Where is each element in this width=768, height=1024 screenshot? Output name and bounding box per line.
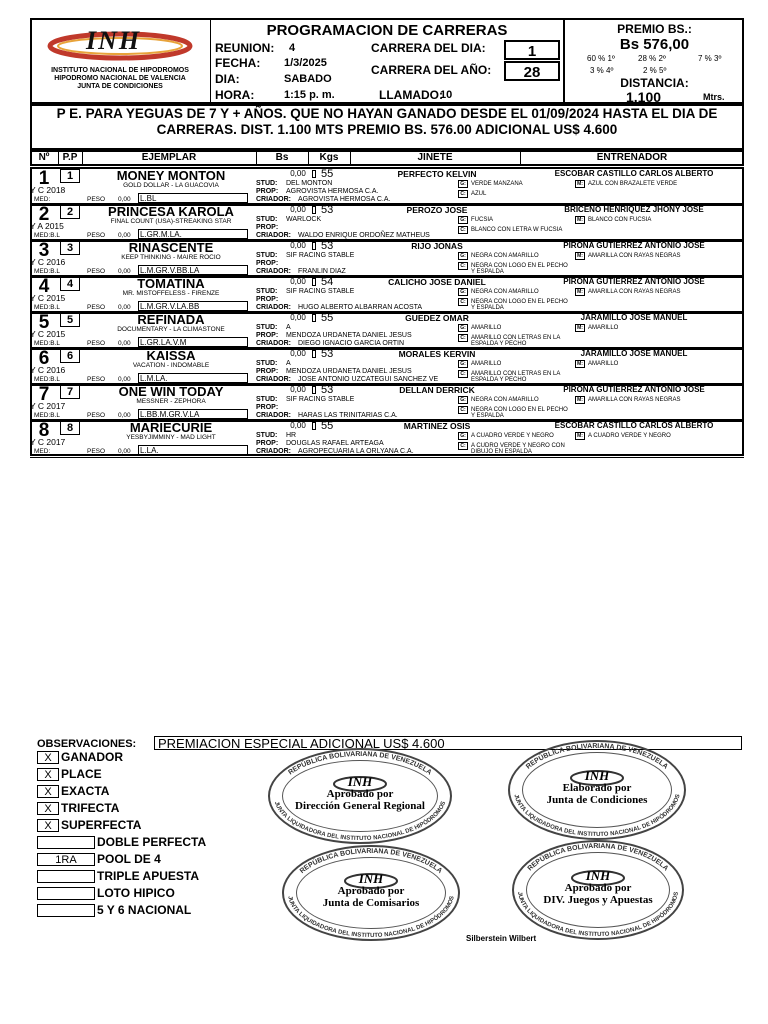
chaqueta-value: A CUDRO VERDE Y NEGRO CON DIBUJO EN ESPALDA — [471, 443, 565, 455]
horse-name: PRINCESA KAROLA — [108, 204, 234, 219]
entry-med: MED:B.L — [34, 232, 61, 239]
bs-value: 0,00 — [290, 205, 306, 214]
post-position: 8 — [60, 421, 80, 435]
bs-value: 0,00 — [290, 421, 306, 430]
trainer-name: ESCOBAR CASTILLO CARLOS ALBERTO — [554, 421, 714, 430]
entry-med: MED:B.L — [34, 376, 61, 383]
stud-value: SIF RACING STABLE — [286, 396, 355, 403]
medication-value: L.M.GR.V.LA.BB — [138, 301, 248, 311]
llamado-value: 10 — [440, 89, 453, 101]
stud-value: SIF RACING STABLE — [286, 252, 355, 259]
peso-label: PESO — [87, 412, 106, 419]
criador-value: HUGO ALBERTO ALBARRAN ACOSTA — [298, 304, 423, 311]
horse-pedigree: YESBYJIMMINY - MAD LIGHT — [126, 434, 216, 441]
chaqueta-value: AZUL — [471, 191, 487, 197]
stamp-logo: INH — [347, 774, 373, 789]
gorra-label: G: — [458, 324, 468, 332]
entry-number: 2 — [38, 204, 50, 225]
svg-text:REPÚBLICA BOLIVARIANA DE VENEZ: REPÚBLICA BOLIVARIANA DE VENEZUELA — [525, 742, 669, 771]
pct-5: 2 % 5º — [643, 66, 667, 75]
table-frame — [30, 167, 744, 456]
stamp-line2: Junta de Condiciones — [546, 794, 648, 806]
distancia-unit: Mtrs. — [703, 92, 725, 102]
entry-sex-year: Y C 2017 — [30, 401, 66, 411]
peso-value: 0,00 — [118, 268, 131, 275]
trainer-name: PIRONA GUTIERREZ ANTONIO JOSE — [563, 277, 705, 286]
chaqueta-value: AMARILLO CON LETRAS EN LA ESPALDA Y PECHO — [471, 371, 561, 383]
horse-pedigree: FINAL COUNT (USA)-STREAKING STAR — [110, 218, 232, 225]
peso-value: 0,00 — [118, 340, 131, 347]
dia-value: SABADO — [284, 73, 332, 85]
mangas-label: M: — [575, 288, 585, 296]
horse-pedigree: DOCUMENTARY - LA CLIMASTONE — [117, 326, 225, 333]
stud-label: STUD: — [256, 180, 278, 187]
post-position: 1 — [60, 169, 80, 183]
bs-value: 0,00 — [290, 277, 306, 286]
gorra-label: G: — [458, 180, 468, 188]
bs-value: 0,00 — [290, 349, 306, 358]
col-bs: Bs — [275, 152, 289, 163]
trainer-name: JARAMILLO JOSE MANUEL — [580, 349, 688, 358]
entry-med: MED: — [34, 448, 51, 455]
horse-pedigree: GOLD DOLLAR - LA GUACOVIA — [123, 182, 219, 189]
gorra-label: G: — [458, 252, 468, 260]
horse-name: TOMATINA — [137, 276, 205, 291]
mangas-value: A CUADRO VERDE Y NEGRO — [588, 433, 671, 439]
peso-label: PESO — [87, 448, 106, 455]
fecha-label: FECHA: — [215, 56, 261, 70]
peso-value: 0,00 — [118, 304, 131, 311]
pct-1: 60 % 1º — [587, 54, 615, 63]
chaqueta-value: NEGRA CON LOGO EN EL PECHO Y ESPALDA — [471, 407, 568, 419]
entry-sex-year: Y A 2015 — [30, 221, 64, 231]
trainer-name: PIRONA GUTIERREZ ANTONIO JOSE — [563, 385, 705, 394]
gorra-value: AMARILLO — [471, 361, 502, 367]
criador-label: CRIADOR: — [256, 304, 291, 311]
chaqueta-label: C: — [458, 190, 468, 198]
premio-value: Bs 576,00 — [619, 36, 690, 53]
bet-label: 5 Y 6 NACIONAL — [97, 903, 192, 917]
pct-2: 28 % 2º — [638, 54, 666, 63]
criador-label: CRIADOR: — [256, 448, 291, 455]
post-position: 2 — [60, 205, 80, 219]
stud-label: STUD: — [256, 252, 278, 259]
criador-label: CRIADOR: — [256, 268, 291, 275]
gorra-value: AMARILLO — [471, 325, 502, 331]
inh-logo — [40, 24, 200, 64]
bet-checkbox[interactable]: X — [37, 751, 59, 764]
criador-value: HARAS LAS TRINITARIAS C.A. — [298, 412, 398, 419]
peso-value: 0,00 — [118, 412, 131, 419]
prop-value: MENDOZA URDANETA DANIEL JESUS — [286, 368, 412, 375]
entry-number: 3 — [38, 240, 50, 261]
peso-value: 0,00 — [118, 376, 131, 383]
entry-sex-year: Y C 2015 — [30, 293, 66, 303]
observaciones-label: OBSERVACIONES: — [37, 738, 137, 750]
post-position: 4 — [60, 277, 80, 291]
medication-value: L.BL — [138, 193, 248, 203]
horse-name: ONE WIN TODAY — [118, 384, 224, 399]
svg-text:REPÚBLICA BOLIVARIANA DE VENEZ: REPÚBLICA BOLIVARIANA DE VENEZUELA — [526, 842, 670, 873]
svg-text:JUNTA LIQUIDADORA DEL INSTITUT: JUNTA LIQUIDADORA DEL INSTITUTO NACIONAL DE HIPÓDROMOS — [286, 895, 456, 939]
kgs-value: 54 — [321, 276, 334, 288]
org-line2: HIPODROMO NACIONAL DE VALENCIA — [54, 75, 186, 82]
prop-label: PROP: — [256, 260, 279, 267]
hora-label: HORA: — [215, 88, 255, 102]
gorra-label: G: — [458, 432, 468, 440]
trainer-name: JARAMILLO JOSE MANUEL — [580, 313, 688, 322]
criador-label: CRIADOR: — [256, 376, 291, 383]
race-condition: P E. PARA YEGUAS DE 7 Y + AÑOS. QUE NO HAYAN GANADO DESDE EL 01/09/2024 HASTA EL DIA DE CARRERAS. DIST. 1.100 MTS PREMIO BS. 576.00 ADICIONAL US$ 4.600 — [56, 106, 718, 137]
entry-number: 7 — [38, 384, 50, 405]
trainer-name: ESCOBAR CASTILLO CARLOS ALBERTO — [554, 169, 714, 178]
bs-value: 0,00 — [290, 385, 306, 394]
chaqueta-value: BLANCO CON LETRA W FUCSIA — [471, 227, 563, 233]
chaqueta-value: NEGRA CON LOGO EN EL PECHO Y ESPALDA — [471, 299, 568, 311]
gorra-label: G: — [458, 360, 468, 368]
signature-name: Silberstein Wilbert — [466, 934, 537, 943]
gorra-value: NEGRA CON AMARILLO — [471, 253, 539, 259]
bet-label: TRIFECTA — [61, 801, 120, 815]
prop-label: PROP: — [256, 188, 279, 195]
column-divider — [350, 150, 351, 166]
post-position: 6 — [60, 349, 80, 363]
svg-text:JUNTA LIQUIDADORA DEL INSTITUT: JUNTA LIQUIDADORA DEL INSTITUTO NACIONAL DE HIPÓDROMOS — [516, 891, 680, 939]
gorra-value: VERDE MANZANA — [471, 181, 523, 187]
org-line3: JUNTA DE CONDICIONES — [77, 83, 163, 90]
jockey-name: RIJO JONAS — [411, 241, 463, 251]
peso-label: PESO — [87, 376, 106, 383]
prop-label: PROP: — [256, 368, 279, 375]
kgs-value: 53 — [321, 384, 334, 396]
bs-value: 0,00 — [290, 169, 306, 178]
approval-stamp — [282, 845, 460, 941]
mangas-label: M: — [575, 432, 585, 440]
stud-value: HR — [286, 432, 297, 439]
bet-checkbox[interactable]: X — [37, 802, 59, 815]
post-position: 7 — [60, 385, 80, 399]
hora-value: 1:15 p. m. — [284, 89, 335, 101]
stud-label: STUD: — [256, 360, 278, 367]
entry-med: MED:B.L — [34, 304, 61, 311]
chaqueta-label: C: — [458, 262, 468, 270]
bet-label: SUPERFECTA — [61, 818, 142, 832]
medication-value: L.BB.M.GR.V.LA — [138, 409, 248, 419]
chaqueta-label: C: — [458, 442, 468, 450]
observaciones-text: PREMIACION ESPECIAL ADICIONAL US$ 4.600 — [158, 736, 445, 751]
peso-value: 0,00 — [118, 232, 131, 239]
column-divider — [520, 150, 521, 166]
stud-value: A — [286, 324, 291, 331]
stud-label: STUD: — [256, 288, 278, 295]
horse-name: MARIECURIE — [129, 420, 213, 435]
mangas-value: AMARILLA CON RAYAS NEGRAS — [588, 253, 681, 259]
mangas-label: M: — [575, 360, 585, 368]
entry-med: MED:B.L — [34, 412, 61, 419]
prop-label: PROP: — [256, 404, 279, 411]
stamp-line2: Junta de Comisarios — [322, 897, 420, 909]
trainer-name: PIRONA GUTIERREZ ANTONIO JOSE — [563, 241, 705, 250]
bet-label: DOBLE PERFECTA — [97, 835, 207, 849]
entry-sex-year: Y C 2016 — [30, 365, 66, 375]
svg-text:REPÚBLICA BOLIVARIANA DE VENEZ: REPÚBLICA BOLIVARIANA DE VENEZUELA — [298, 847, 444, 876]
gorra-label: G: — [458, 288, 468, 296]
peso-label: PESO — [87, 268, 106, 275]
col-entrenador: ENTRENADOR — [596, 152, 668, 163]
gorra-value: FUCSIA — [471, 217, 494, 223]
jockey-name: MORALES KERVIN — [398, 349, 476, 359]
stamp-logo: INH — [585, 868, 611, 883]
bet-label: PLACE — [61, 767, 102, 781]
bet-label: LOTO HIPICO — [97, 886, 175, 900]
stamp-line1: Aprobado por — [564, 882, 632, 894]
stamp-line1: Aprobado por — [337, 885, 405, 897]
horse-name: KAISSA — [146, 348, 196, 363]
col-jinete: JINETE — [417, 152, 453, 163]
prop-label: PROP: — [256, 296, 279, 303]
criador-value: DIEGO IGNACIO GARCIA ORTIN — [298, 340, 405, 347]
medication-value: L.GR.LA.V.M — [138, 337, 248, 347]
stamp-line1: Aprobado por — [326, 788, 394, 800]
mangas-label: M: — [575, 324, 585, 332]
stamp-line2: DIV. Juegos y Apuestas — [543, 894, 653, 906]
jockey-name: GUEDEZ OMAR — [405, 313, 469, 323]
criador-value: AGROPECUARIA LA ORLYANA C.A. — [298, 448, 414, 455]
criador-value: WALDO ENRIQUE ORDOÑEZ MATHEUS — [298, 232, 430, 239]
peso-value: 0,00 — [118, 196, 131, 203]
bet-checkbox[interactable] — [37, 870, 95, 883]
horse-pedigree: MR. MISTOFFELESS - FIRENZE — [122, 290, 220, 297]
entry-number: 5 — [38, 312, 50, 333]
peso-label: PESO — [87, 196, 106, 203]
distancia-value: 1.100 — [626, 89, 662, 105]
medication-value: L.GR.M.LA. — [138, 229, 248, 239]
post-position: 3 — [60, 241, 80, 255]
bet-checkbox[interactable] — [37, 904, 95, 917]
kgs-value: 53 — [321, 348, 334, 360]
horse-name: RINASCENTE — [128, 240, 214, 255]
fecha-value: 1/3/2025 — [284, 57, 327, 69]
chaqueta-value: NEGRA CON LOGO EN EL PECHO Y ESPALDA — [471, 263, 568, 275]
gorra-value: A CUADRO VERDE Y NEGRO — [471, 433, 554, 439]
stud-label: STUD: — [256, 216, 278, 223]
bet-label: TRIPLE APUESTA — [97, 869, 200, 883]
prop-label: PROP: — [256, 224, 279, 231]
approval-stamp — [268, 748, 452, 844]
prop-value: DOUGLAS RAFAEL ARTEAGA — [286, 440, 384, 447]
column-divider — [308, 150, 309, 166]
carrera-ano-label: CARRERA DEL AÑO: — [371, 63, 492, 77]
bs-value: 0,00 — [290, 241, 306, 250]
prop-value: AGROVISTA HERMOSA C.A. — [286, 188, 379, 195]
stud-label: STUD: — [256, 396, 278, 403]
jockey-name: CALICHO JOSE DANIEL — [388, 277, 486, 287]
bet-label: EXACTA — [61, 784, 110, 798]
column-divider — [256, 150, 257, 166]
bet-checkbox[interactable]: X — [37, 785, 59, 798]
entry-number: 4 — [38, 276, 50, 297]
medication-value: L.LA. — [138, 445, 248, 455]
dia-label: DIA: — [215, 72, 240, 86]
col-ejemplar: EJEMPLAR — [141, 152, 197, 163]
chaqueta-value: AMARILLO CON LETRAS EN LA ESPALDA Y PECHO — [471, 335, 561, 347]
stud-value: SIF RACING STABLE — [286, 288, 355, 295]
reunion-label: REUNION: — [215, 41, 275, 55]
stamp-logo: INH — [358, 871, 384, 886]
stud-label: STUD: — [256, 432, 278, 439]
stud-value: WARLOCK — [286, 216, 322, 223]
approval-stamp — [508, 740, 686, 840]
peso-value: 0,00 — [118, 448, 131, 455]
kgs-value: 55 — [321, 168, 334, 180]
entry-sex-year: Y C 2017 — [30, 437, 66, 447]
stamp-line2: Dirección General Regional — [295, 800, 425, 812]
llamado-label: LLAMADO: — [379, 88, 443, 102]
medication-value: L.M.GR.V.BB.LA — [138, 265, 248, 275]
stud-label: STUD: — [256, 324, 278, 331]
bet-label: GANADOR — [61, 750, 123, 764]
entry-sex-year: Y C 2015 — [30, 329, 66, 339]
criador-label: CRIADOR: — [256, 412, 291, 419]
horse-name: MONEY MONTON — [116, 168, 226, 183]
mangas-label: M: — [575, 396, 585, 404]
criador-label: CRIADOR: — [256, 232, 291, 239]
mangas-label: M: — [575, 216, 585, 224]
bet-label: POOL DE 4 — [97, 852, 161, 866]
horse-name: REFINADA — [137, 312, 205, 327]
page-title: PROGRAMACION DE CARRERAS — [266, 22, 508, 39]
gorra-value: NEGRA CON AMARILLO — [471, 397, 539, 403]
criador-label: CRIADOR: — [256, 340, 291, 347]
kgs-value: 55 — [321, 420, 334, 432]
bet-checkbox[interactable] — [37, 887, 95, 900]
gorra-value: NEGRA CON AMARILLO — [471, 289, 539, 295]
entry-med: MED:B.L — [34, 340, 61, 347]
mangas-label: M: — [575, 252, 585, 260]
entry-number: 6 — [38, 348, 50, 369]
jockey-name: PEROZO JOSE — [406, 205, 468, 215]
horse-pedigree: VACATION - INDOMABLE — [132, 362, 210, 369]
kgs-value: 53 — [321, 204, 334, 216]
mangas-value: AMARILLO — [588, 325, 619, 331]
peso-label: PESO — [87, 232, 106, 239]
header-divider-left — [210, 18, 211, 104]
bet-checkbox[interactable] — [37, 836, 95, 849]
col-kgs: Kgs — [319, 152, 339, 163]
post-position: 5 — [60, 313, 80, 327]
kgs-value: 53 — [321, 240, 334, 252]
prop-value: MENDOZA URDANETA DANIEL JESUS — [286, 332, 412, 339]
carrera-dia-value: 1 — [504, 40, 560, 60]
stamp-line1: Elaborado por — [562, 782, 632, 794]
mangas-value: AZUL CON BRAZALETE VERDE — [588, 181, 678, 187]
column-divider — [82, 150, 83, 166]
mangas-value: AMARILLA CON RAYAS NEGRAS — [588, 397, 681, 403]
gorra-label: G: — [458, 396, 468, 404]
svg-text:REPÚBLICA BOLIVARIANA DE VENEZ: REPÚBLICA BOLIVARIANA DE VENEZUELA — [287, 750, 433, 777]
peso-label: PESO — [87, 340, 106, 347]
prop-label: PROP: — [256, 332, 279, 339]
criador-value: FRANLIN DIAZ — [298, 268, 346, 275]
bet-checkbox[interactable]: X — [37, 768, 59, 781]
org-line1: INSTITUTO NACIONAL DE HIPODROMOS — [51, 67, 189, 74]
jockey-name: MARTINEZ OSIS — [403, 421, 471, 431]
medication-value: L.M.LA. — [138, 373, 248, 383]
horse-pedigree: KEEP THINKING - MAIRE ROCIO — [121, 254, 221, 261]
mangas-value: AMARILLA CON RAYAS NEGRAS — [588, 289, 681, 295]
stamp-logo: INH — [584, 768, 610, 783]
mangas-label: M: — [575, 180, 585, 188]
svg-text:JUNTA LIQUIDADORA DEL INSTITUT: JUNTA LIQUIDADORA DEL INSTITUTO NACIONAL DE HIPÓDROMOS — [272, 800, 448, 843]
bet-checkbox[interactable]: X — [37, 819, 59, 832]
distancia-label: DISTANCIA: — [620, 76, 689, 90]
entry-number: 1 — [38, 168, 50, 189]
entry-med: MED:B.L — [34, 268, 61, 275]
carrera-dia-label: CARRERA DEL DIA: — [371, 41, 486, 55]
pct-3: 7 % 3º — [698, 54, 722, 63]
mangas-value: AMARILLO — [588, 361, 619, 367]
horse-pedigree: MESSNER - ZEPHORA — [136, 398, 206, 405]
bet-checkbox[interactable]: 1RA — [37, 853, 95, 866]
entry-med: MED: — [34, 196, 51, 203]
reunion-value: 4 — [289, 42, 296, 54]
pct-4: 3 % 4º — [590, 66, 614, 75]
entry-sex-year: Y C 2016 — [30, 257, 66, 267]
prop-label: PROP: — [256, 440, 279, 447]
criador-value: JOSE ANTONIO UZCATEGUI SANCHEZ VE — [298, 376, 439, 383]
column-divider — [58, 150, 59, 166]
carrera-ano-value: 28 — [504, 61, 560, 81]
chaqueta-label: C: — [458, 298, 468, 306]
jockey-name: DELLAN DERRICK — [399, 385, 475, 395]
premio-label: PREMIO BS.: — [617, 22, 692, 36]
criador-label: CRIADOR: — [256, 196, 291, 203]
stud-value: DEL MONTON — [286, 180, 333, 187]
jockey-name: PERFECTO KELVIN — [397, 169, 477, 179]
chaqueta-label: C: — [458, 406, 468, 414]
entry-sex-year: Y C 2018 — [30, 185, 66, 195]
logo-text: INH — [86, 26, 142, 55]
entry-number: 8 — [38, 420, 50, 441]
mangas-value: BLANCO CON FUCSIA — [588, 217, 652, 223]
chaqueta-label: C: — [458, 226, 468, 234]
bs-value: 0,00 — [290, 313, 306, 322]
trainer-name: BRICEÑO HENRIQUEZ JHONY JOSE — [564, 205, 704, 214]
criador-value: AGROVISTA HERMOSA C.A. — [298, 196, 391, 203]
approval-stamp — [512, 840, 684, 940]
stud-value: A — [286, 360, 291, 367]
peso-label: PESO — [87, 304, 106, 311]
chaqueta-label: C: — [458, 334, 468, 342]
kgs-value: 55 — [321, 312, 334, 324]
col-pp: P.P — [62, 152, 78, 163]
col-num: Nº — [38, 152, 50, 163]
chaqueta-label: C: — [458, 370, 468, 378]
gorra-label: G: — [458, 216, 468, 224]
svg-text:JUNTA LIQUIDADORA DEL INSTITUT: JUNTA LIQUIDADORA DEL INSTITUTO NACIONAL DE HIPÓDROMOS — [512, 793, 682, 838]
